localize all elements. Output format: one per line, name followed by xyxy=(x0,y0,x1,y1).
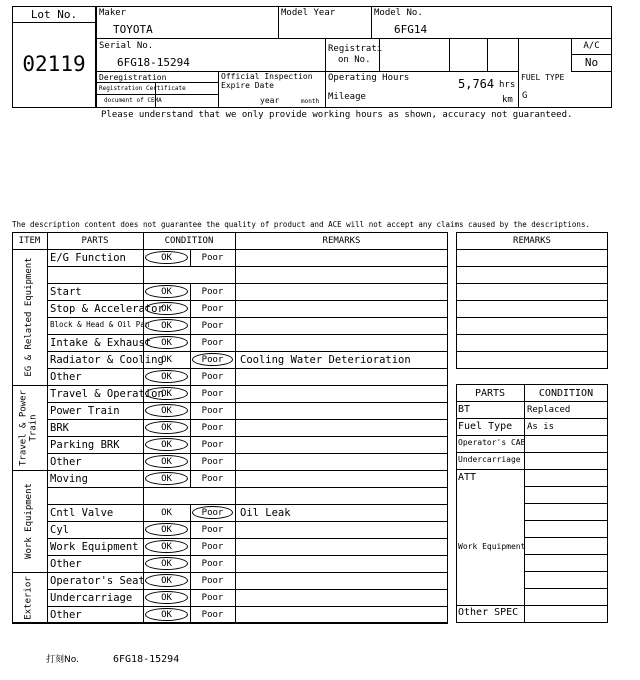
part-name: Cntl Valve xyxy=(50,507,114,519)
ok-selected-mark xyxy=(145,455,188,468)
right-parts-header: PARTS xyxy=(474,388,506,399)
expire-date-label: Expire Date xyxy=(221,81,274,90)
registration-label-2: on No. xyxy=(338,55,371,65)
right-part-name: Work Equipment xyxy=(458,542,526,551)
ok-option: OK xyxy=(161,355,172,365)
part-name: Power Train xyxy=(50,405,120,417)
lot-no-value: 02119 xyxy=(22,52,86,76)
stamp-no-value: 6FG18-15294 xyxy=(113,654,180,665)
ok-option: OK xyxy=(161,253,172,263)
ok-selected-mark xyxy=(145,438,188,451)
part-name: Work Equipment xyxy=(50,541,139,553)
disclaimer-text: The description content does not guarantee the quality of product and ACE will not accept any claims caused by the descriptions. xyxy=(12,220,590,229)
poor-option: Poor xyxy=(201,610,224,620)
poor-option: Poor xyxy=(201,338,224,348)
part-name: BRK xyxy=(50,422,69,434)
operating-hours-value: 5,764 xyxy=(458,77,495,91)
poor-option: Poor xyxy=(201,559,224,569)
right-condition-header: CONDITION xyxy=(538,388,594,399)
part-name: Parking BRK xyxy=(50,439,120,451)
part-name: Other xyxy=(50,609,82,621)
poor-option: Poor xyxy=(201,440,224,450)
poor-option: Poor xyxy=(201,457,224,467)
ok-option: OK xyxy=(161,457,172,467)
right-part-name: Other SPEC xyxy=(458,607,519,618)
poor-selected-mark xyxy=(192,353,233,366)
part-name: Start xyxy=(50,286,82,298)
ok-option: OK xyxy=(161,610,172,620)
maker-value: TOYOTA xyxy=(113,23,153,36)
hours-notice: Please understand that we only provide working hours as shown, accuracy not guaranteed. xyxy=(101,110,573,120)
ok-option: OK xyxy=(161,508,172,518)
official-inspection-label: Official Inspection xyxy=(221,72,313,81)
lot-no-label: Lot No. xyxy=(30,8,78,21)
ok-option: OK xyxy=(161,304,172,314)
km-label: km xyxy=(502,95,513,105)
ok-selected-mark xyxy=(145,370,188,383)
part-name: Other xyxy=(50,456,82,468)
fuel-type-value: G xyxy=(522,91,528,101)
remark-text: Oil Leak xyxy=(240,507,291,519)
poor-option: Poor xyxy=(201,542,224,552)
ok-selected-mark xyxy=(145,608,188,621)
remarks-header: REMARKS xyxy=(322,236,361,246)
group-label: Work Equipment xyxy=(23,483,34,559)
ok-selected-mark xyxy=(145,404,188,417)
part-name: Undercarriage xyxy=(50,592,133,604)
document-cema-label: document of CEMA xyxy=(104,97,162,104)
ok-selected-mark xyxy=(145,472,188,485)
part-name: Other xyxy=(50,371,82,383)
poor-option: Poor xyxy=(201,372,224,382)
remark-text: Cooling Water Deterioration xyxy=(240,354,411,366)
part-name: Travel & Operation xyxy=(50,388,164,400)
right-remarks-header: REMARKS xyxy=(513,236,551,246)
ok-option: OK xyxy=(161,440,172,450)
ok-option: OK xyxy=(161,576,172,586)
poor-option: Poor xyxy=(201,423,224,433)
part-name: Other xyxy=(50,558,82,570)
ok-selected-mark xyxy=(145,336,188,349)
ok-option: OK xyxy=(161,593,172,603)
ok-option: OK xyxy=(161,389,172,399)
year-label: year xyxy=(260,96,280,105)
model-no-value: 6FG14 xyxy=(394,23,428,36)
part-name: Moving xyxy=(50,473,88,485)
ok-selected-mark xyxy=(145,302,188,315)
part-name: Stop & Accelerator xyxy=(50,303,164,315)
part-name: Radiator & Cooling xyxy=(50,354,164,366)
ac-label: A/C xyxy=(583,41,600,51)
serial-no-value: 6FG18-15294 xyxy=(117,56,190,69)
ok-selected-mark xyxy=(145,523,188,536)
parts-header: PARTS xyxy=(81,236,109,246)
ok-selected-mark xyxy=(145,421,188,434)
ok-option: OK xyxy=(161,321,172,331)
right-part-name: Fuel Type xyxy=(458,421,513,432)
right-part-name: Operator's CAB xyxy=(458,438,526,447)
operating-hours-label: Operating Hours xyxy=(328,73,410,83)
registration-certificate-label: Registration Certificate xyxy=(99,85,186,92)
ok-option: OK xyxy=(161,338,172,348)
hrs-label: hrs xyxy=(499,80,516,90)
right-part-condition: As is xyxy=(527,422,555,432)
ok-option: OK xyxy=(161,406,172,416)
model-year-label: Model Year xyxy=(281,8,336,18)
ac-value: No xyxy=(584,56,599,69)
right-part-condition: Replaced xyxy=(527,405,571,415)
poor-option: Poor xyxy=(201,406,224,416)
poor-option: Poor xyxy=(201,287,224,297)
ok-option: OK xyxy=(161,372,172,382)
poor-option: Poor xyxy=(201,474,224,484)
ok-selected-mark xyxy=(145,540,188,553)
part-name: Operator's Seat xyxy=(50,575,145,587)
poor-option: Poor xyxy=(201,389,224,399)
maker-label: Maker xyxy=(99,8,127,18)
ok-selected-mark xyxy=(145,557,188,570)
poor-option: Poor xyxy=(201,508,224,518)
part-name: Intake & Exhaust xyxy=(50,337,152,349)
fuel-type-label: FUEL TYPE xyxy=(521,73,565,82)
ok-selected-mark xyxy=(145,319,188,332)
ok-option: OK xyxy=(161,542,172,552)
ok-selected-mark xyxy=(145,591,188,604)
model-no-label: Model No. xyxy=(374,8,423,18)
right-part-name: Undercarriage xyxy=(458,455,521,464)
ok-option: OK xyxy=(161,287,172,297)
item-header: ITEM xyxy=(18,236,41,246)
stamp-no-label: 打刻No. xyxy=(46,655,79,665)
ok-option: OK xyxy=(161,423,172,433)
poor-option: Poor xyxy=(201,304,224,314)
right-part-name: BT xyxy=(458,404,471,415)
ok-selected-mark xyxy=(145,251,188,264)
group-label: Travel & Power Train xyxy=(18,389,39,466)
serial-no-label: Serial No. xyxy=(99,41,154,51)
poor-option: Poor xyxy=(201,576,224,586)
ok-option: OK xyxy=(161,474,172,484)
poor-option: Poor xyxy=(201,593,224,603)
condition-header: CONDITION xyxy=(164,236,214,246)
month-label: month xyxy=(301,98,320,105)
ok-selected-mark xyxy=(145,574,188,587)
poor-selected-mark xyxy=(192,506,233,519)
ok-option: OK xyxy=(161,559,172,569)
group-label: EG & Related Equipment xyxy=(23,257,34,377)
part-name: Block & Head & Oil Pan xyxy=(50,320,150,329)
poor-option: Poor xyxy=(201,253,224,263)
poor-option: Poor xyxy=(201,321,224,331)
right-part-name: ATT xyxy=(458,472,477,483)
ok-option: OK xyxy=(161,525,172,535)
mileage-label: Mileage xyxy=(328,92,366,102)
part-name: Cyl xyxy=(50,524,69,536)
poor-option: Poor xyxy=(201,525,224,535)
poor-option: Poor xyxy=(201,355,224,365)
part-name: E/G Function xyxy=(50,252,126,264)
group-label: Exterior xyxy=(23,575,34,620)
ok-selected-mark xyxy=(145,285,188,298)
deregistration-label: Deregistration xyxy=(99,73,167,82)
registration-label: Registrati xyxy=(328,44,383,54)
ok-selected-mark xyxy=(145,387,188,400)
